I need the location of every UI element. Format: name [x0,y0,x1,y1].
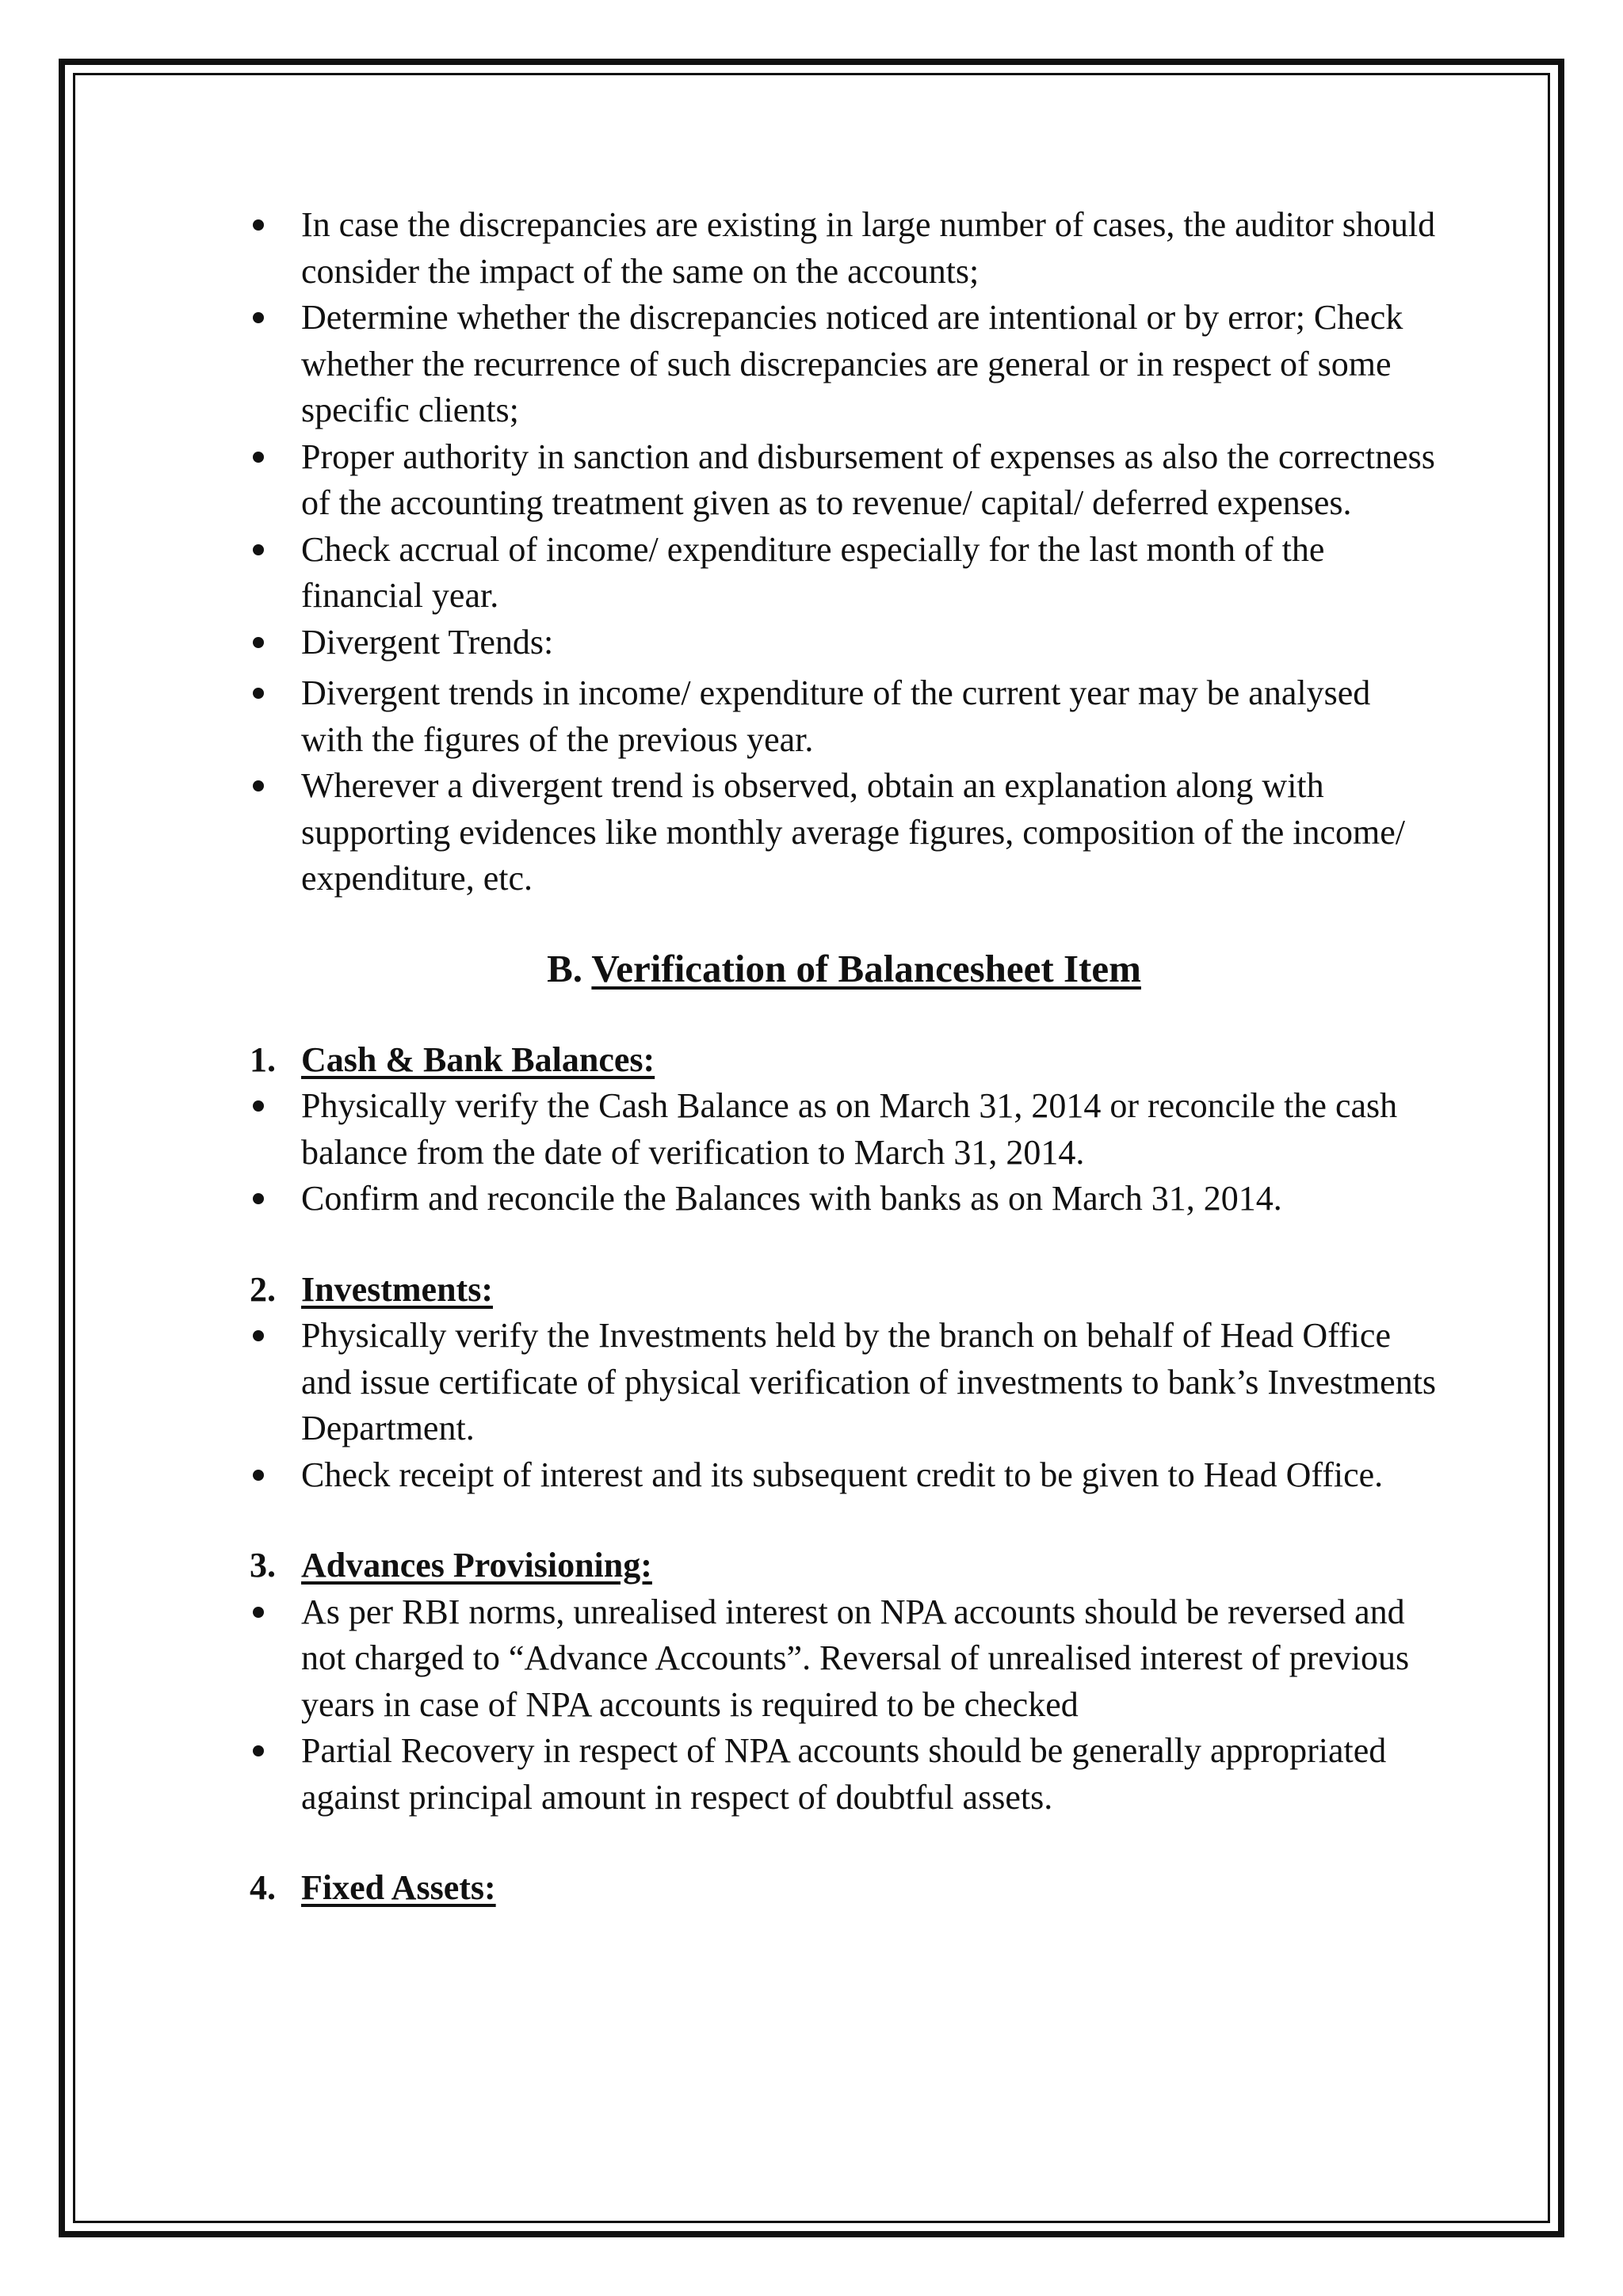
bullet-icon [253,637,264,648]
list-item: Check receipt of interest and its subsequent credit to be given to Head Office. [250,1452,1438,1499]
list-item: Check accrual of income/ expenditure especially for the last month of the financial year. [250,527,1438,620]
intro-bullet-list [250,202,1438,902]
bullet-icon [253,544,264,555]
bullet-icon [253,1100,264,1112]
bullet-icon [253,688,264,699]
list-item: Physically verify the Cash Balance as on March 31, 2014 or reconcile the cash balance from the date of verification to March 31, 2014. [250,1083,1438,1176]
list-item: Confirm and reconcile the Balances with banks as on March 31, 2014. [250,1176,1438,1222]
advances-bullet-list [250,1589,1438,1821]
list-item: Partial Recovery in respect of NPA accounts should be generally appropriated against principal amount in respect of doubtful assets. [250,1728,1438,1821]
bullet-icon [253,1470,264,1481]
section-letter: B. [547,946,582,990]
bullet-icon [253,1330,264,1341]
subsection-heading-advances-provisioning: 3. Advances Provisioning: [250,1546,652,1585]
document-body [250,202,1438,1912]
list-item: In case the discrepancies are existing in large number of cases, the auditor should consider the impact of the same on the accounts; [250,202,1438,295]
subsection-heading-cash-bank: 1. Cash & Bank Balances: [250,1039,655,1079]
subsection-heading-fixed-assets: 4. Fixed Assets: [250,1868,496,1907]
investments-bullet-list [250,1313,1438,1498]
cash-bank-bullet-list [250,1083,1438,1222]
list-item: Physically verify the Investments held by the branch on behalf of Head Office and issue certificate of physical verification of investments to bank’s Investments Department. [250,1313,1438,1452]
subsection-heading-investments: 2. Investments: [250,1269,493,1309]
bullet-icon [253,1193,264,1204]
list-item: Divergent Trends: [250,620,1438,666]
bullet-icon [253,219,264,231]
list-item: Proper authority in sanction and disbursement of expenses as also the correctness of the accounting treatment given as to revenue/ capital/ deferred expenses. [250,434,1438,527]
list-item: As per RBI norms, unrealised interest on NPA accounts should be reversed and not charged to “Advance Accounts”. Reversal of unrealised interest of previous years in case of NPA accounts is required to be checked [250,1589,1438,1729]
list-item: Determine whether the discrepancies noticed are intentional or by error; Check whether the recurrence of such discrepancies are general or in respect of some specific clients; [250,295,1438,434]
list-item: Divergent trends in income/ expenditure of the current year may be analysed with the figures of the previous year. [250,670,1438,763]
list-item: Wherever a divergent trend is observed, obtain an explanation along with supporting evidences like monthly average figures, composition of the income/ expenditure, etc. [250,763,1438,902]
bullet-icon [253,452,264,463]
section-title-text: Verification of Balancesheet Item [591,946,1141,990]
bullet-icon [253,312,264,323]
bullet-icon [253,1745,264,1756]
bullet-icon [253,1607,264,1618]
bullet-icon [253,780,264,791]
section-heading [250,945,1438,993]
